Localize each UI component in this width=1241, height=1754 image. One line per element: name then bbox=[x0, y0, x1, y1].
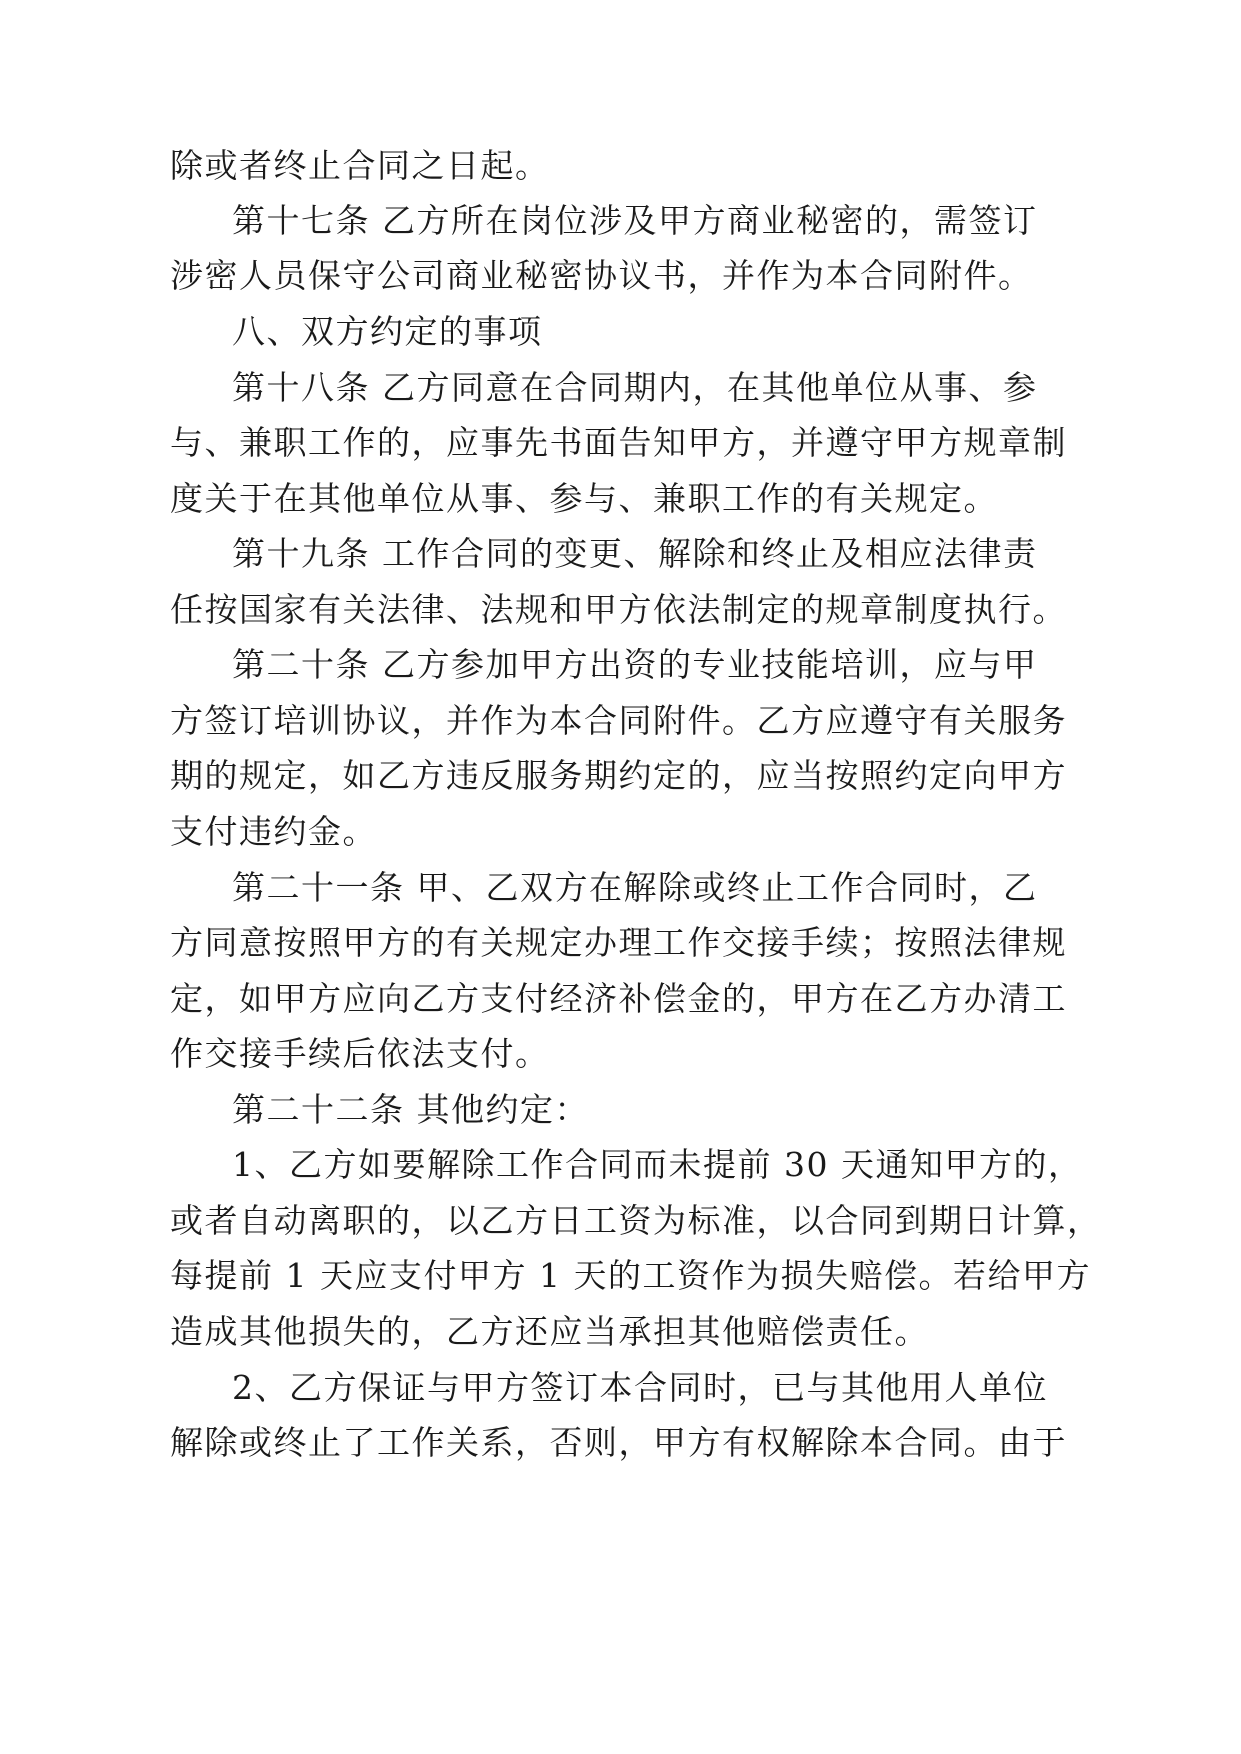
text-line: 第十九条 工作合同的变更、解除和终止及相应法律责 bbox=[232, 534, 1038, 573]
text-line: 除或者终止合同之日起。 bbox=[170, 146, 550, 185]
text-line: 方签订培训协议，并作为本合同附件。乙方应遵守有关服务 bbox=[170, 701, 1067, 740]
text-line: 与、兼职工作的，应事先书面告知甲方，并遵守甲方规章制 bbox=[170, 423, 1067, 462]
text-line: 第二十一条 甲、乙双方在解除或终止工作合同时，乙 bbox=[232, 868, 1038, 907]
text-line: 造成其他损失的，乙方还应当承担其他赔偿责任。 bbox=[170, 1312, 929, 1351]
text-line: 2、乙方保证与甲方签订本合同时，已与其他用人单位 bbox=[232, 1368, 1048, 1407]
text-line: 定，如甲方应向乙方支付经济补偿金的，甲方在乙方办清工 bbox=[170, 979, 1067, 1018]
text-line: 第二十二条 其他约定： bbox=[232, 1090, 589, 1129]
text-line: 期的规定，如乙方违反服务期约定的，应当按照约定向甲方 bbox=[170, 756, 1067, 795]
text-line: 解除或终止了工作关系，否则，甲方有权解除本合同。由于 bbox=[170, 1423, 1067, 1462]
text-line: 第十七条 乙方所在岗位涉及甲方商业秘密的，需签订 bbox=[232, 201, 1038, 240]
text-line: 第二十条 乙方参加甲方出资的专业技能培训，应与甲 bbox=[232, 645, 1038, 684]
text-line: 方同意按照甲方的有关规定办理工作交接手续；按照法律规 bbox=[170, 923, 1067, 962]
text-line: 或者自动离职的，以乙方日工资为标准，以合同到期日计算， bbox=[170, 1201, 1102, 1240]
text-line: 作交接手续后依法支付。 bbox=[170, 1034, 550, 1073]
section-heading: 八、双方约定的事项 bbox=[232, 312, 543, 351]
text-line: 1、乙方如要解除工作合同而未提前 30 天通知甲方的， bbox=[232, 1145, 1083, 1184]
text-line: 第十八条 乙方同意在合同期内，在其他单位从事、参 bbox=[232, 368, 1038, 407]
text-line: 涉密人员保守公司商业秘密协议书，并作为本合同附件。 bbox=[170, 256, 1033, 295]
text-line: 任按国家有关法律、法规和甲方依法制定的规章制度执行。 bbox=[170, 590, 1067, 629]
text-line: 支付违约金。 bbox=[170, 812, 377, 851]
text-line: 每提前 1 天应支付甲方 1 天的工资作为损失赔偿。若给甲方 bbox=[170, 1256, 1091, 1295]
text-line: 度关于在其他单位从事、参与、兼职工作的有关规定。 bbox=[170, 479, 998, 518]
